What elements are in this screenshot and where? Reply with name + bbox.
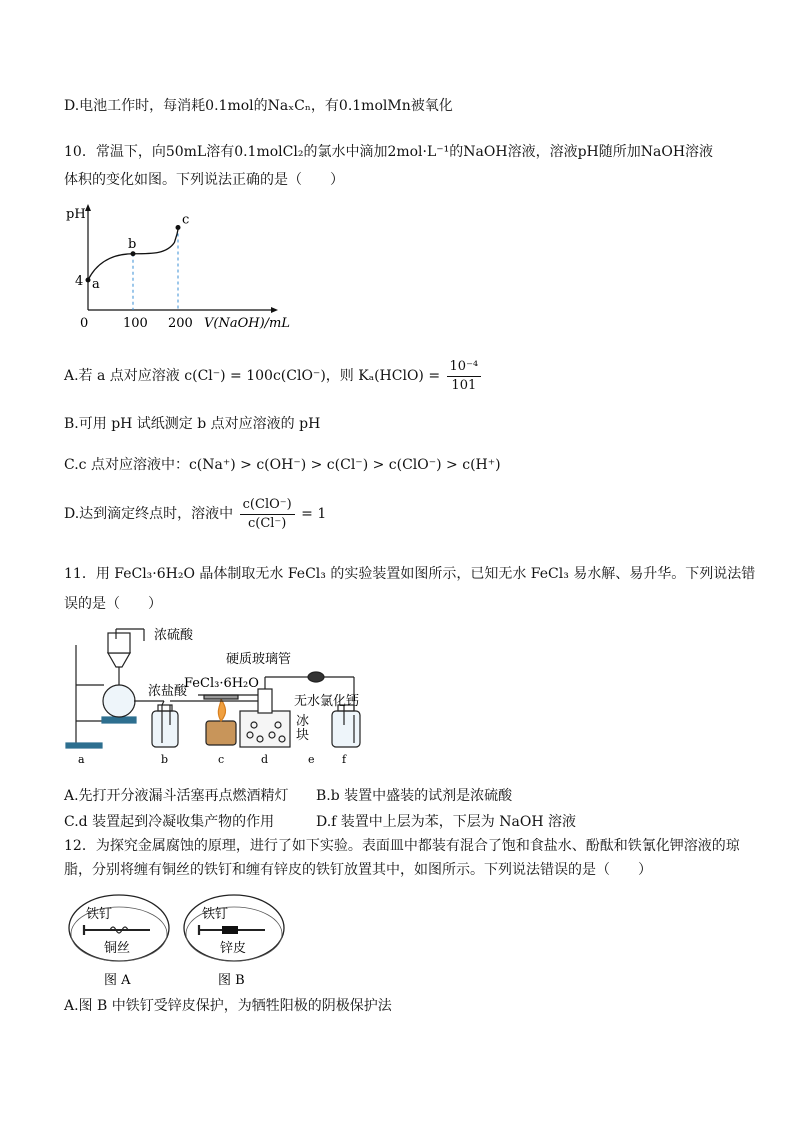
point-label-b: b xyxy=(128,236,137,252)
q10-option-a-denominator: 101 xyxy=(451,377,477,393)
q10-stem-line1: 10．常温下，向50mL溶有0.1molCl₂的氯水中滴加2mol·L⁻¹的NaOH溶液，溶液pH随所加NaOH溶液 xyxy=(64,144,714,160)
chart-points xyxy=(86,213,190,293)
chart-guides xyxy=(133,228,178,311)
q10-option-b: B.可用 pH 试纸测定 b 点对应溶液的 pH xyxy=(64,416,321,432)
q10-option-a-prefix: A.若 a 点对应溶液 xyxy=(64,368,180,384)
q12-stem-line1: 12．为探究金属腐蚀的原理，进行了如下实验。表面皿中都装有混合了饱和食盐水、酚酞和铁氰化钾溶液的琼 xyxy=(64,838,740,854)
q10-option-c: C.c 点对应溶液中：c(Na⁺) > c(OH⁻) > c(Cl⁻) > c(ClO⁻) > c(H⁺) xyxy=(64,457,501,473)
fig-a-caption: 图 A xyxy=(104,973,131,988)
letter-c: c xyxy=(218,753,225,766)
y-axis-label: pH xyxy=(66,207,86,222)
q12-figures xyxy=(64,890,294,990)
x-axis-arrow xyxy=(271,307,278,313)
q11-option-d: D.f 装置中上层为苯，下层为 NaOH 溶液 xyxy=(316,814,576,830)
x-tick-label: 100 xyxy=(123,316,148,331)
q10-option-d-fraction xyxy=(240,496,295,533)
q10-option-d xyxy=(64,494,326,534)
q12-option-a: A.图 B 中铁钉受锌皮保护，为牺牲阳极的阴极保护法 xyxy=(64,998,392,1014)
q11-option-a: A.先打开分液漏斗活塞再点燃酒精灯 xyxy=(64,788,289,804)
q11-option-b: B.b 装置中盛装的试剂是浓硫酸 xyxy=(316,788,513,804)
apparatus-a xyxy=(66,629,144,748)
q11-apparatus-diagram xyxy=(64,625,584,775)
q10-option-d-denominator: c(Cl⁻) xyxy=(247,515,287,531)
label-conc-h2so4: 浓硫酸 xyxy=(154,628,194,643)
fig-a-wire-label: 铜丝 xyxy=(104,941,131,956)
figure-b xyxy=(184,895,284,988)
zinc-sheet xyxy=(222,926,238,934)
letter-a: a xyxy=(78,753,85,766)
q10-option-a xyxy=(64,356,483,396)
q11-stem-line2: 误的是（ ） xyxy=(64,596,162,612)
apparatus-f xyxy=(332,705,360,747)
fig-b-wrap-label: 锌皮 xyxy=(220,941,247,956)
fig-b-caption: 图 B xyxy=(218,973,245,988)
q9-option-d: D.电池工作时，每消耗0.1mol的NaₓCₙ，有0.1molMn被氧化 xyxy=(64,98,453,114)
letter-b: b xyxy=(161,753,169,766)
q10-option-a-numerator: 10⁻⁴ xyxy=(447,358,482,377)
apparatus-b xyxy=(134,701,178,747)
x-tick-label: 0 xyxy=(80,316,89,331)
q10-ph-chart xyxy=(64,200,294,335)
point-c xyxy=(176,225,181,230)
x-axis-label: V(NaOH)/mL xyxy=(204,316,290,331)
y-axis-arrow xyxy=(85,204,91,211)
label-ice-1: 冰 xyxy=(296,714,310,729)
point-label-c: c xyxy=(182,212,190,228)
q12-stem-line2: 脂，分别将缠有铜丝的铁钉和缠有锌皮的铁钉放置其中，如图所示。下列说法错误的是（ ） xyxy=(64,862,652,878)
q10-option-d-suffix: = 1 xyxy=(301,506,327,522)
point-label-a: a xyxy=(92,277,100,292)
label-fecl3-crystal: FeCl₃·6H₂O xyxy=(184,676,259,691)
q11-stem-line1: 11．用 FeCl₃·6H₂O 晶体制取无水 FeCl₃ 的实验装置如图所示，已知无水 FeCl₃ 易水解、易升华。下列说法错 xyxy=(64,566,756,582)
letter-f: f xyxy=(342,753,347,766)
q10-stem-line2: 体积的变化如图。下列说法正确的是（ ） xyxy=(64,172,344,188)
point-b xyxy=(131,251,136,256)
y-tick-label: 4 xyxy=(75,274,84,289)
label-hard-glass-tube: 硬质玻璃管 xyxy=(226,652,292,667)
q11-option-c: C.d 装置起到冷凝收集产物的作用 xyxy=(64,814,275,830)
q10-option-a-expr: c(Cl⁻) = 100c(ClO⁻)，则 Kₐ(HClO) = xyxy=(184,368,441,384)
figure-a xyxy=(69,895,169,988)
letter-d: d xyxy=(261,753,269,766)
point-a xyxy=(86,278,91,283)
fig-a-nail-label: 铁钉 xyxy=(86,907,113,922)
label-anhydrous-cacl2: 无水氯化钙 xyxy=(294,694,360,709)
q10-option-d-prefix: D.达到滴定终点时，溶液中 xyxy=(64,506,234,522)
fig-b-nail-label: 铁钉 xyxy=(202,907,229,922)
label-conc-hcl: 浓盐酸 xyxy=(148,684,188,699)
label-ice-2: 块 xyxy=(296,728,310,743)
q10-option-d-numerator: c(ClO⁻) xyxy=(240,496,295,515)
letter-e: e xyxy=(308,753,315,766)
apparatus-letters xyxy=(78,753,347,766)
x-tick-label: 200 xyxy=(168,316,193,331)
q10-option-a-fraction xyxy=(447,358,482,395)
